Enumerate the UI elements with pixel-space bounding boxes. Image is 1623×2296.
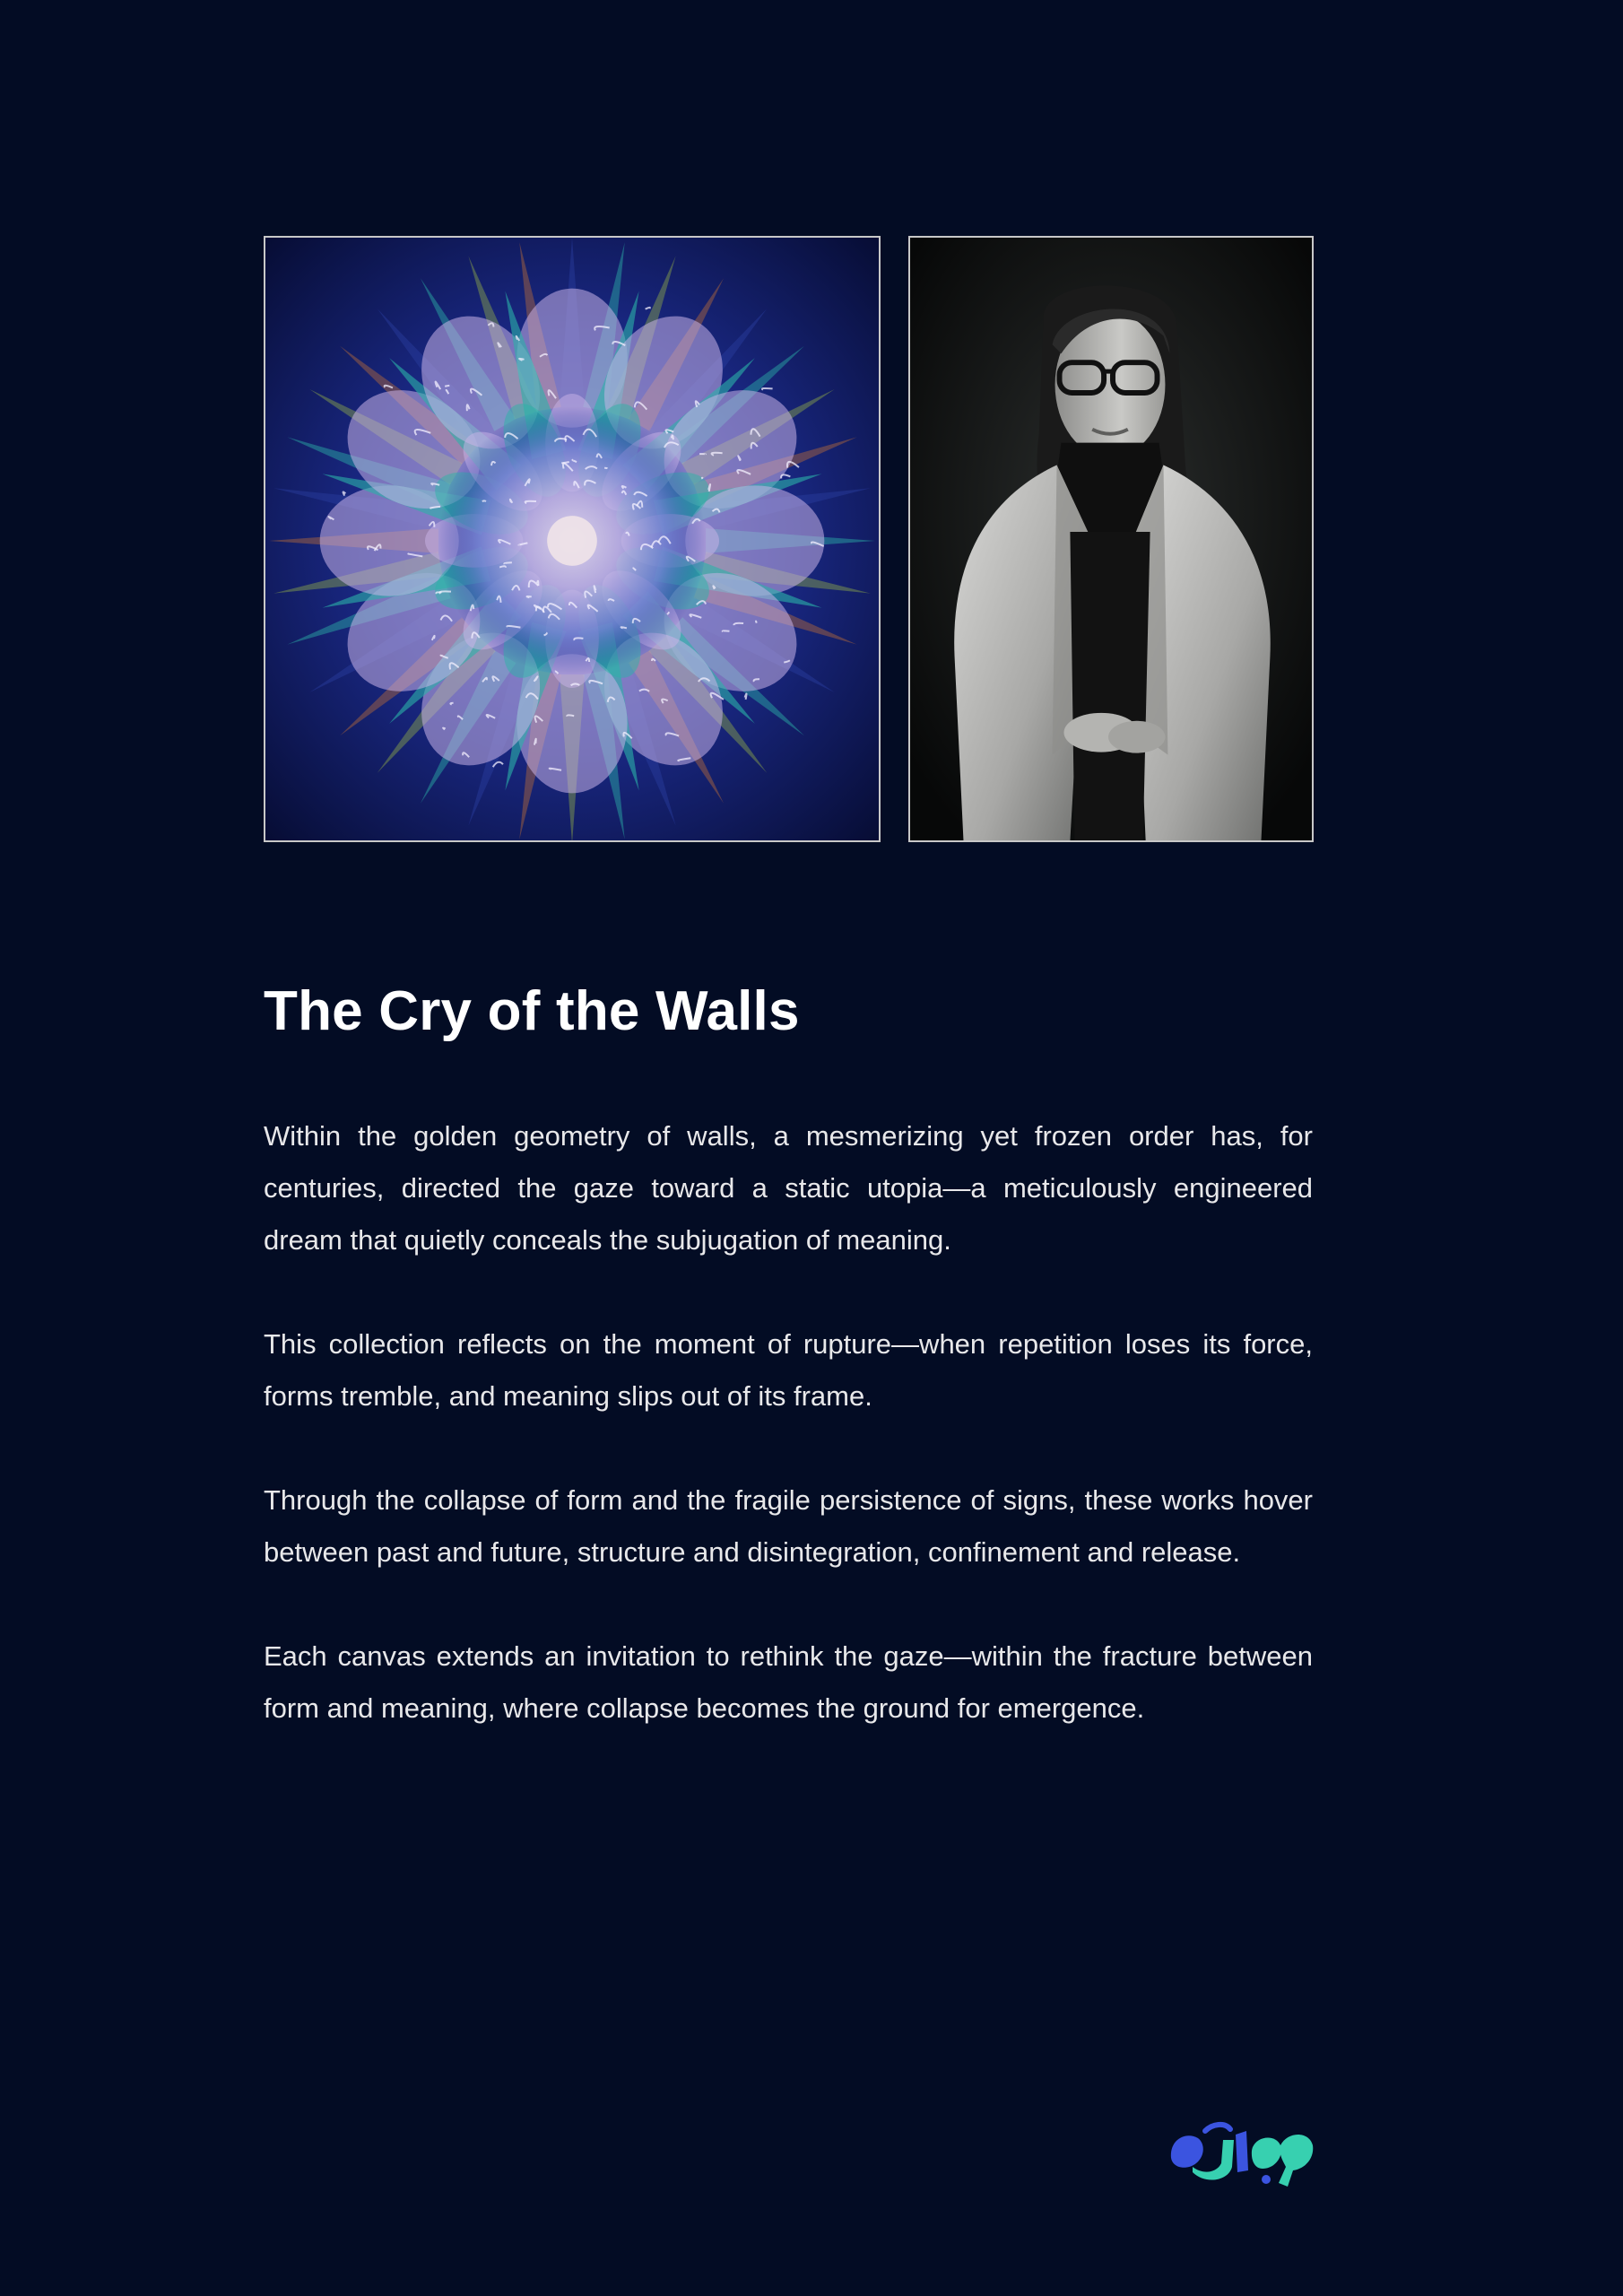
- description-body: [264, 1110, 1313, 1787]
- page-title: The Cry of the Walls: [264, 980, 800, 1042]
- artist-portrait-image: [908, 236, 1314, 842]
- paragraph: Each canvas extends an invitation to rethink the gaze—within the fracture between form and meaning, where collapse becomes the ground for emergence.: [264, 1640, 1313, 1724]
- brand-logo: [1166, 2104, 1316, 2190]
- paragraph: Through the collapse of form and the fragile persistence of signs, these works hover between past and future, structure and disintegration, confinement and release.: [264, 1484, 1313, 1568]
- artist-portrait-icon: [910, 238, 1312, 840]
- brand-logo-icon: [1166, 2104, 1316, 2190]
- mandala-artwork-icon: [265, 238, 879, 840]
- paragraph: This collection reflects on the moment of rupture—when repetition loses its force, forms tremble, and meaning slips out of its frame.: [264, 1328, 1313, 1412]
- artwork-image: [264, 236, 881, 842]
- paragraph: Within the golden geometry of walls, a mesmerizing yet frozen order has, for centuries, directed the gaze toward a static utopia—a meticulously engineered dream that quietly conceals the subjugation of meaning.: [264, 1120, 1313, 1256]
